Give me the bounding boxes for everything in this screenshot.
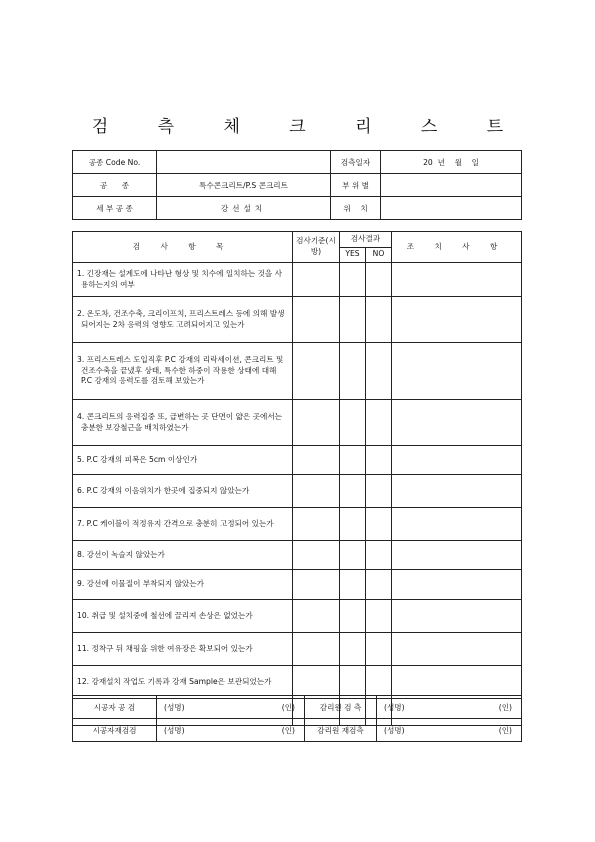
sign-name-placeholder: (성명) (384, 702, 405, 712)
yes-cell[interactable] (340, 508, 366, 541)
header-yes: YES (340, 247, 366, 263)
yes-cell[interactable] (340, 475, 366, 508)
position-label: 위 치 (331, 197, 381, 220)
action-cell[interactable] (392, 541, 522, 570)
check-item-text: 3. 프리스트레스 도입직후 P.C 강재의 리락세이션, 콘크리트 및 건조수축을 끝냈후 상태, 특수한 하중이 작용한 상태에 대해 P.C 강재의 응력도를 검토해 보았는가 (73, 343, 293, 400)
check-item-text: 12. 강재설치 작업도 기록과 강재 Sample은 보관되었는가 (73, 666, 293, 699)
inspection-date-field[interactable]: 20 년 월 일 (381, 151, 522, 174)
checklist-row (73, 508, 522, 541)
check-item-text: 2. 온도차, 건조수축, 크리이프치, 프리스트레스 등에 의해 발생되어지는 2차 응력의 영향도 고려되어지고 있는가 (73, 297, 293, 343)
yes-cell[interactable] (340, 343, 366, 400)
no-cell[interactable] (366, 446, 392, 475)
yes-cell[interactable] (340, 541, 366, 570)
checklist-header-row (73, 232, 522, 248)
signoff-row (73, 696, 522, 719)
action-cell[interactable] (392, 570, 522, 600)
criteria-cell[interactable] (293, 446, 340, 475)
action-cell[interactable] (392, 508, 522, 541)
no-cell[interactable] (366, 570, 392, 600)
yes-cell[interactable] (340, 666, 366, 699)
check-item-text: 11. 정착구 뒤 채핑을 위한 여유장은 확보되어 있는가 (73, 633, 293, 666)
location-field[interactable] (381, 174, 522, 197)
criteria-cell[interactable] (293, 570, 340, 600)
action-cell[interactable] (392, 263, 522, 297)
checklist-row (73, 633, 522, 666)
criteria-cell[interactable] (293, 400, 340, 446)
no-cell[interactable] (366, 297, 392, 343)
yes-cell[interactable] (340, 600, 366, 633)
action-cell[interactable] (392, 633, 522, 666)
work-type-label: 공 종 (73, 174, 157, 197)
info-row (73, 174, 522, 197)
checklist-row (73, 600, 522, 633)
criteria-cell[interactable] (293, 600, 340, 633)
header-criteria: 검사기준(시방) (293, 232, 340, 263)
seal-mark: (인) (498, 702, 512, 712)
check-item-text: 4. 콘크리트의 응력집중 또, 급변하는 곳 단면이 얇은 곳에서는 충분한 보강철근을 배치하였는가 (73, 400, 293, 446)
action-cell[interactable] (392, 600, 522, 633)
sign-name-placeholder: (성명) (164, 702, 185, 712)
checklist-row (73, 446, 522, 475)
page-title: 검 측 체 크 리 스 트 (91, 117, 526, 137)
action-cell[interactable] (392, 666, 522, 699)
check-item-text: 8. 강선이 녹슬지 않았는가 (73, 541, 293, 570)
checklist-row (73, 400, 522, 446)
criteria-cell[interactable] (293, 263, 340, 297)
location-label: 부 위 별 (331, 174, 381, 197)
yes-cell[interactable] (340, 297, 366, 343)
info-table (72, 150, 522, 220)
inspection-date-label: 검측일자 (331, 151, 381, 174)
checklist-row (73, 297, 522, 343)
header-action: 조 치 사 항 (392, 232, 522, 263)
check-item-text: 6. P.C 강재의 이음위치가 한곳에 집중되지 않았는가 (73, 475, 293, 508)
yes-cell[interactable] (340, 446, 366, 475)
yes-cell[interactable] (340, 570, 366, 600)
no-cell[interactable] (366, 263, 392, 297)
no-cell[interactable] (366, 666, 392, 699)
no-cell[interactable] (366, 600, 392, 633)
signoff-table (72, 695, 522, 742)
action-cell[interactable] (392, 446, 522, 475)
info-row (73, 151, 522, 174)
action-cell[interactable] (392, 475, 522, 508)
criteria-cell[interactable] (293, 343, 340, 400)
seal-mark: (인) (281, 702, 295, 712)
criteria-cell[interactable] (293, 297, 340, 343)
position-field[interactable] (381, 197, 522, 220)
criteria-cell[interactable] (293, 633, 340, 666)
signoff-row (73, 719, 522, 742)
check-item-text: 7. P.C 케이블이 적정유지 간격으로 충분히 고정되어 있는가 (73, 508, 293, 541)
supervisor-check-sign[interactable] (377, 696, 522, 719)
criteria-cell[interactable] (293, 475, 340, 508)
contractor-final-label: 시공자재검검 (73, 719, 157, 742)
sign-name-placeholder: (성명) (164, 725, 185, 735)
no-cell[interactable] (366, 475, 392, 508)
seal-mark: (인) (281, 725, 295, 735)
work-code-field[interactable] (157, 151, 331, 174)
no-cell[interactable] (366, 508, 392, 541)
supervisor-final-sign[interactable] (377, 719, 522, 742)
supervisor-final-label: 감리원 재검측 (305, 719, 377, 742)
info-row (73, 197, 522, 220)
check-item-text: 5. P.C 강재의 피복은 5cm 이상인가 (73, 446, 293, 475)
no-cell[interactable] (366, 343, 392, 400)
check-item-text: 1. 긴장재는 설계도에 나타난 형상 및 치수에 일치하는 것을 사용하는지의 여부 (73, 263, 293, 297)
no-cell[interactable] (366, 541, 392, 570)
checklist-row (73, 263, 522, 297)
checklist-row (73, 570, 522, 600)
header-items: 검 사 항 목 (73, 232, 293, 263)
action-cell[interactable] (392, 400, 522, 446)
detail-type-label: 세 부 공 종 (73, 197, 157, 220)
criteria-cell[interactable] (293, 541, 340, 570)
header-no: NO (366, 247, 392, 263)
sign-name-placeholder: (성명) (384, 725, 405, 735)
detail-type-field[interactable]: 강선설치 (157, 197, 331, 220)
checklist-row (73, 666, 522, 699)
check-item-text: 10. 취급 및 설치중에 철선에 끌리져 손상은 없었는가 (73, 600, 293, 633)
work-code-label: 공종 Code No. (73, 151, 157, 174)
checklist-row (73, 541, 522, 570)
seal-mark: (인) (498, 725, 512, 735)
action-cell[interactable] (392, 297, 522, 343)
no-cell[interactable] (366, 633, 392, 666)
checklist-rows (73, 263, 522, 726)
yes-cell[interactable] (340, 400, 366, 446)
header-result: 검사결과 (340, 232, 392, 248)
checklist-row (73, 343, 522, 400)
contractor-site-label: 시공자 공 검 (73, 696, 157, 719)
contractor-site-sign[interactable] (157, 696, 305, 719)
contractor-final-sign[interactable] (157, 719, 305, 742)
yes-cell[interactable] (340, 633, 366, 666)
check-item-text: 9. 강선에 이물질이 부착되지 않았는가 (73, 570, 293, 600)
criteria-cell[interactable] (293, 666, 340, 699)
supervisor-check-label: 감리원 검 측 (305, 696, 377, 719)
criteria-cell[interactable] (293, 508, 340, 541)
work-type-field[interactable]: 특수콘크리트/P.S 콘크리트 (157, 174, 331, 197)
no-cell[interactable] (366, 400, 392, 446)
checklist-table (72, 231, 522, 726)
action-cell[interactable] (392, 343, 522, 400)
yes-cell[interactable] (340, 263, 366, 297)
checklist-row (73, 475, 522, 508)
